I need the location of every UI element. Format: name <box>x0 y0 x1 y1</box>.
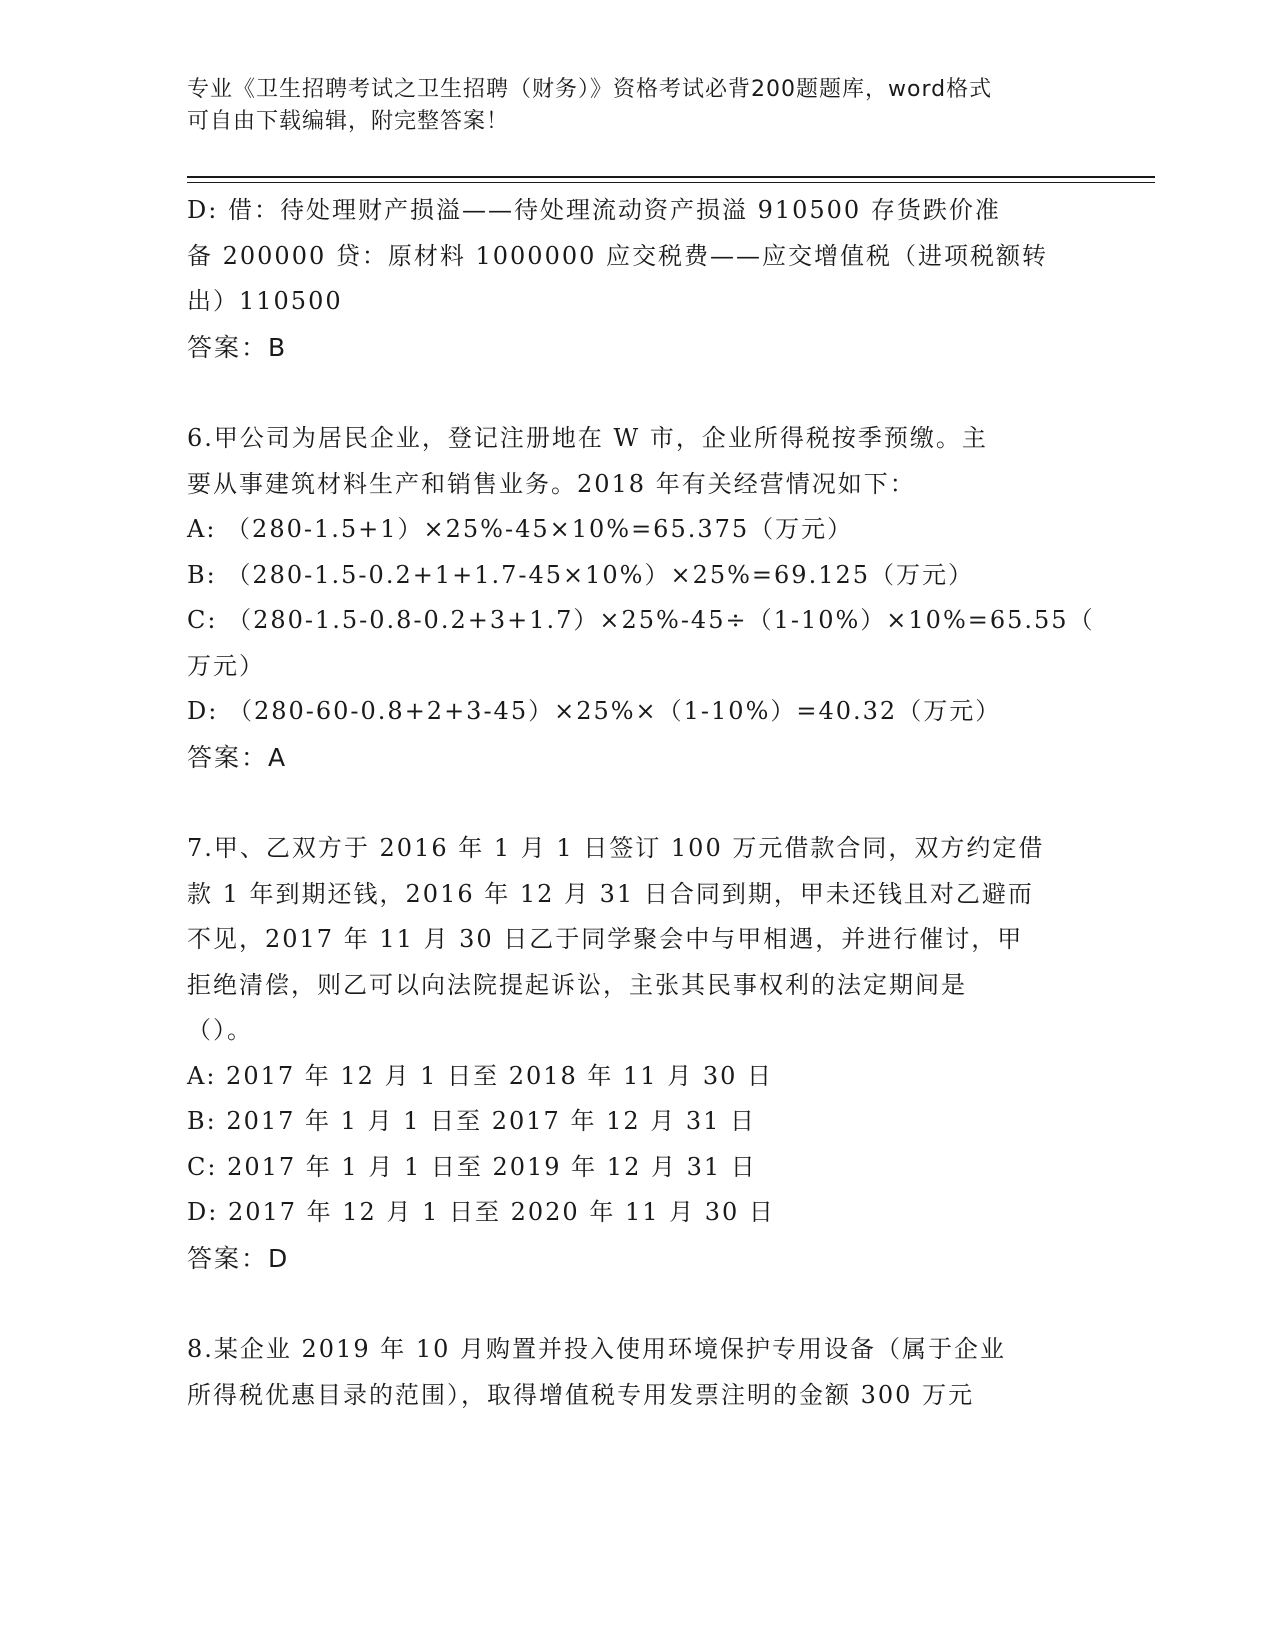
option-c-line-1: C: （280-1.5-0.8-0.2+3+1.7）×25%-45÷（1-10%）×10%=65.55（ <box>187 606 1095 634</box>
question-block-5 <box>187 188 1077 370</box>
option-a: A: 2017 年 12 月 1 日至 2018 年 11 月 30 日 <box>187 1061 774 1090</box>
option-b: B: 2017 年 1 月 1 日至 2017 年 12 月 31 日 <box>187 1107 757 1135</box>
question-stem-line-1: 7.甲、乙双方于 2016 年 1 月 1 日签订 100 万元借款合同，双方约定借 <box>187 834 1045 862</box>
answer-label: 答案：A <box>187 742 288 772</box>
question-stem-line-2: 所得税优惠目录的范围），取得增值税专用发票注明的金额 300 万元 <box>187 1380 975 1409</box>
option-d: D: 2017 年 12 月 1 日至 2020 年 11 月 30 日 <box>187 1198 775 1226</box>
question-block-8 <box>187 1327 1077 1418</box>
option-d-line-2: 备 200000 贷：原材料 1000000 应交税费——应交增值税（进项税额转 <box>187 241 1049 270</box>
document-header <box>187 74 1067 138</box>
option-b: B: （280-1.5-0.2+1+1.7-45×10%）×25%=69.125（万元） <box>187 560 975 589</box>
header-line-2: 可自由下载编辑，附完整答案！ <box>187 109 510 134</box>
header-line-1: 专业《卫生招聘考试之卫生招聘（财务）》资格考试必背200题题库，word格式 <box>187 77 993 102</box>
question-stem-line-2: 要从事建筑材料生产和销售业务。2018 年有关经营情况如下： <box>187 469 916 498</box>
question-stem-line-1: 6.甲公司为居民企业，登记注册地在 W 市，企业所得税按季预缴。主 <box>187 424 988 452</box>
option-a: A: （280-1.5+1）×25%-45×10%=65.375（万元） <box>187 515 854 543</box>
option-d-line-3: 出）110500 <box>187 287 343 315</box>
question-stem-line-4: 拒绝清偿，则乙可以向法院提起诉讼，主张其民事权利的法定期间是 <box>187 970 967 999</box>
option-d-line-1: D: 借：待处理财产损溢——待处理流动资产损溢 910500 存货跌价准 <box>187 196 1001 224</box>
question-stem-line-3: 不见，2017 年 11 月 30 日乙于同学聚会中与甲相遇，并进行催讨，甲 <box>187 925 1024 953</box>
header-rule-thick <box>187 176 1155 178</box>
question-stem-line-5: （）。 <box>187 1016 253 1044</box>
answer-label: 答案：B <box>187 332 288 362</box>
block-spacer <box>187 780 1077 826</box>
question-block-6 <box>187 416 1095 780</box>
block-spacer <box>187 370 1077 416</box>
option-c: C: 2017 年 1 月 1 日至 2019 年 12 月 31 日 <box>187 1152 757 1181</box>
question-content <box>187 188 1095 1418</box>
question-block-7 <box>187 826 1077 1281</box>
header-rule-thin <box>187 182 1155 183</box>
block-spacer <box>187 1281 1077 1327</box>
question-stem-line-2: 款 1 年到期还钱，2016 年 12 月 31 日合同到期，甲未还钱且对乙避而 <box>187 879 1034 908</box>
option-d: D: （280-60-0.8+2+3-45）×25%×（1-10%）=40.32（万元） <box>187 697 1002 725</box>
question-stem-line-1: 8.某企业 2019 年 10 月购置并投入使用环境保护专用设备（属于企业 <box>187 1335 1007 1363</box>
answer-label: 答案：D <box>187 1243 290 1273</box>
option-c-line-2: 万元） <box>187 651 265 680</box>
